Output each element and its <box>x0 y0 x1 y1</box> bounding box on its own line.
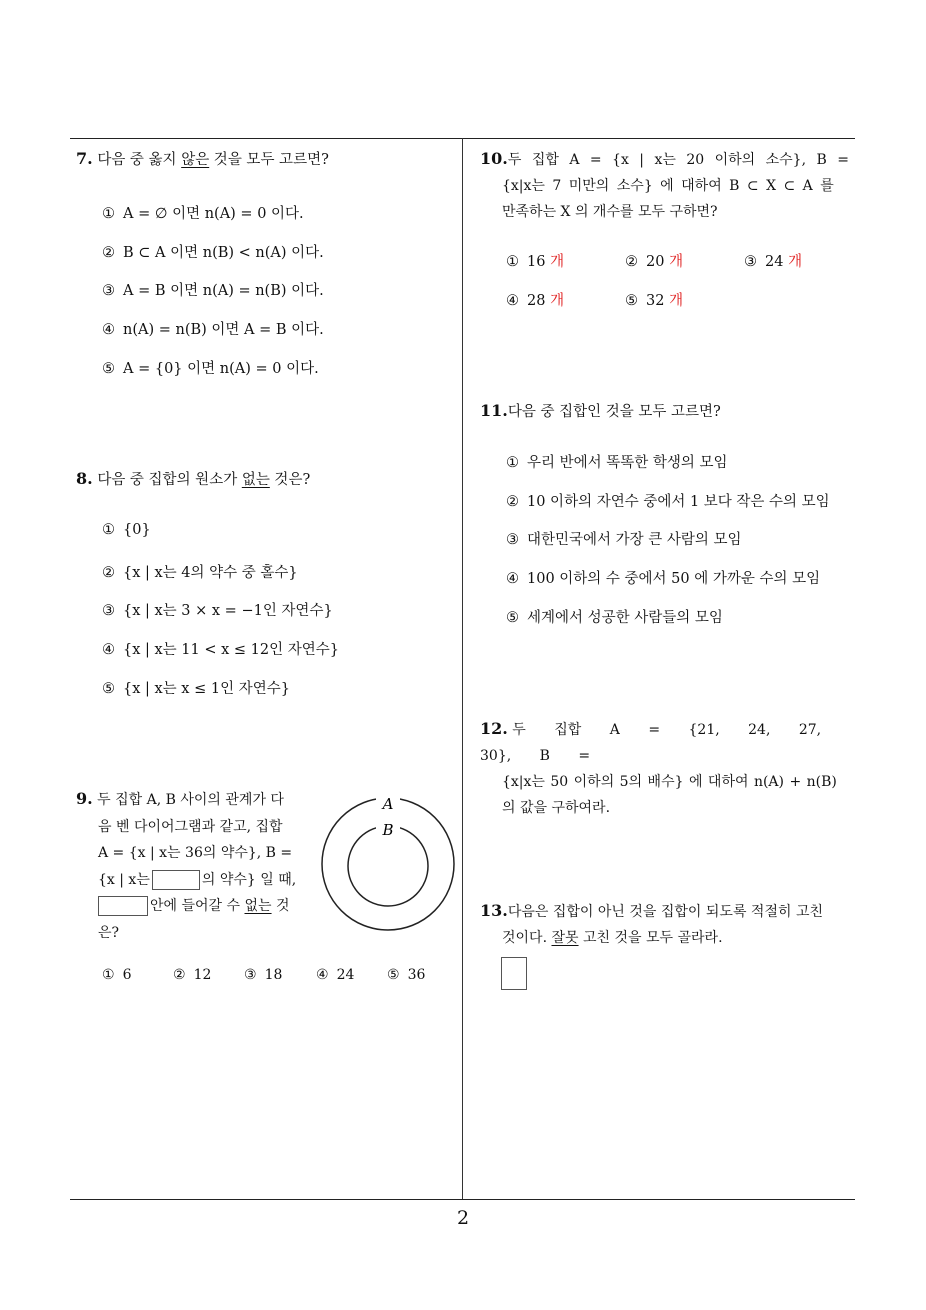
q8-option-3[interactable]: ③ {x | x는 3 × x = −1인 자연수} <box>102 603 333 619</box>
question-number: 9. <box>76 789 93 808</box>
q8-option-1[interactable]: ① {0} <box>102 522 151 538</box>
q10-option-5[interactable]: ⑤ 32 개 <box>625 293 684 309</box>
q7-option-5[interactable]: ⑤ A = {0} 이면 n(A) = 0 이다. <box>102 361 319 377</box>
question-10: 10.두 집합 A = {x | x는 20 이하의 소수}, B = {x|x는 7 미만의 소수} 에 대하여 B ⊂ X ⊂ A 를 만족하는 X 의 개수를 모두 구하면? <box>480 149 849 220</box>
answer-blank-box <box>98 896 148 916</box>
q9-option-2[interactable]: ② 12 <box>173 967 212 983</box>
bottom-rule <box>70 1199 855 1200</box>
q11-option-3[interactable]: ③ 대한민국에서 가장 큰 사람의 모임 <box>506 532 742 548</box>
q13-image-placeholder-box <box>501 957 527 990</box>
question-stem: 다음 중 집합인 것을 모두 고르면? <box>507 404 721 420</box>
question-9: 9. 두 집합 A, B 사이의 관계가 다 음 벤 다이어그램과 같고, 집합 A = {x | x는 36의 약수}, B = {x | x는 의 약수} 일 때, 안에 들어갈 수 없는 것 은? <box>76 789 297 941</box>
q7-option-2[interactable]: ② B ⊂ A 이면 n(B) < n(A) 이다. <box>102 245 324 261</box>
question-13: 13.다음은 집합이 아닌 것을 집합이 되도록 적절히 고친 것이다. 잘못 고친 것을 모두 골라라. <box>480 901 823 946</box>
question-11 <box>480 398 858 425</box>
q10-option-2[interactable]: ② 20 개 <box>625 254 684 270</box>
question-7 <box>76 146 456 173</box>
q10-option-3[interactable]: ③ 24 개 <box>744 254 803 270</box>
question-number: 12. <box>480 719 508 738</box>
q11-option-4[interactable]: ④ 100 이하의 수 중에서 50 에 가까운 수의 모임 <box>506 571 821 587</box>
question-stem: 다음 중 집합의 원소가 없는 것은? <box>97 472 311 488</box>
q11-option-2[interactable]: ② 10 이하의 자연수 중에서 1 보다 작은 수의 모임 <box>506 494 830 510</box>
q8-option-4[interactable]: ④ {x | x는 11 < x ≤ 12인 자연수} <box>102 642 339 658</box>
question-number: 10. <box>480 149 508 168</box>
q7-option-1[interactable]: ① A = ∅ 이면 n(A) = 0 이다. <box>102 206 304 222</box>
q10-option-1[interactable]: ① 16 개 <box>506 254 565 270</box>
venn-label-a: A <box>382 795 394 813</box>
answer-blank-box <box>152 870 200 890</box>
q7-option-4[interactable]: ④ n(A) = n(B) 이면 A = B 이다. <box>102 322 324 338</box>
question-number: 7. <box>76 149 93 168</box>
q9-option-1[interactable]: ① 6 <box>102 967 132 983</box>
question-8 <box>76 466 456 493</box>
q11-option-1[interactable]: ① 우리 반에서 똑똑한 학생의 모임 <box>506 455 728 471</box>
q9-option-3[interactable]: ③ 18 <box>244 967 283 983</box>
page-number: 2 <box>456 1207 470 1229</box>
q7-option-3[interactable]: ③ A = B 이면 n(A) = n(B) 이다. <box>102 283 324 299</box>
venn-label-b: B <box>382 821 394 839</box>
question-number: 11. <box>480 401 508 420</box>
question-stem: 다음 중 옳지 않은 것을 모두 고르면? <box>97 152 329 168</box>
question-12: 12. 두 집합 A = {21, 24, 27, 30}, B = {x|x는 50 이하의 5의 배수} 에 대하여 n(A) + n(B) 의 값을 구하여라. <box>480 719 837 816</box>
venn-set-a-circle <box>322 798 454 930</box>
q10-option-4[interactable]: ④ 28 개 <box>506 293 565 309</box>
q9-option-4[interactable]: ④ 24 <box>316 967 355 983</box>
question-number: 13. <box>480 901 508 920</box>
q8-option-2[interactable]: ② {x | x는 4의 약수 중 홀수} <box>102 565 298 581</box>
question-number: 8. <box>76 469 93 488</box>
q8-option-5[interactable]: ⑤ {x | x는 x ≤ 1인 자연수} <box>102 681 290 697</box>
q9-option-5[interactable]: ⑤ 36 <box>387 967 426 983</box>
q11-option-5[interactable]: ⑤ 세계에서 성공한 사람들의 모임 <box>506 610 723 626</box>
column-divider <box>462 138 463 1200</box>
venn-diagram <box>318 790 460 932</box>
